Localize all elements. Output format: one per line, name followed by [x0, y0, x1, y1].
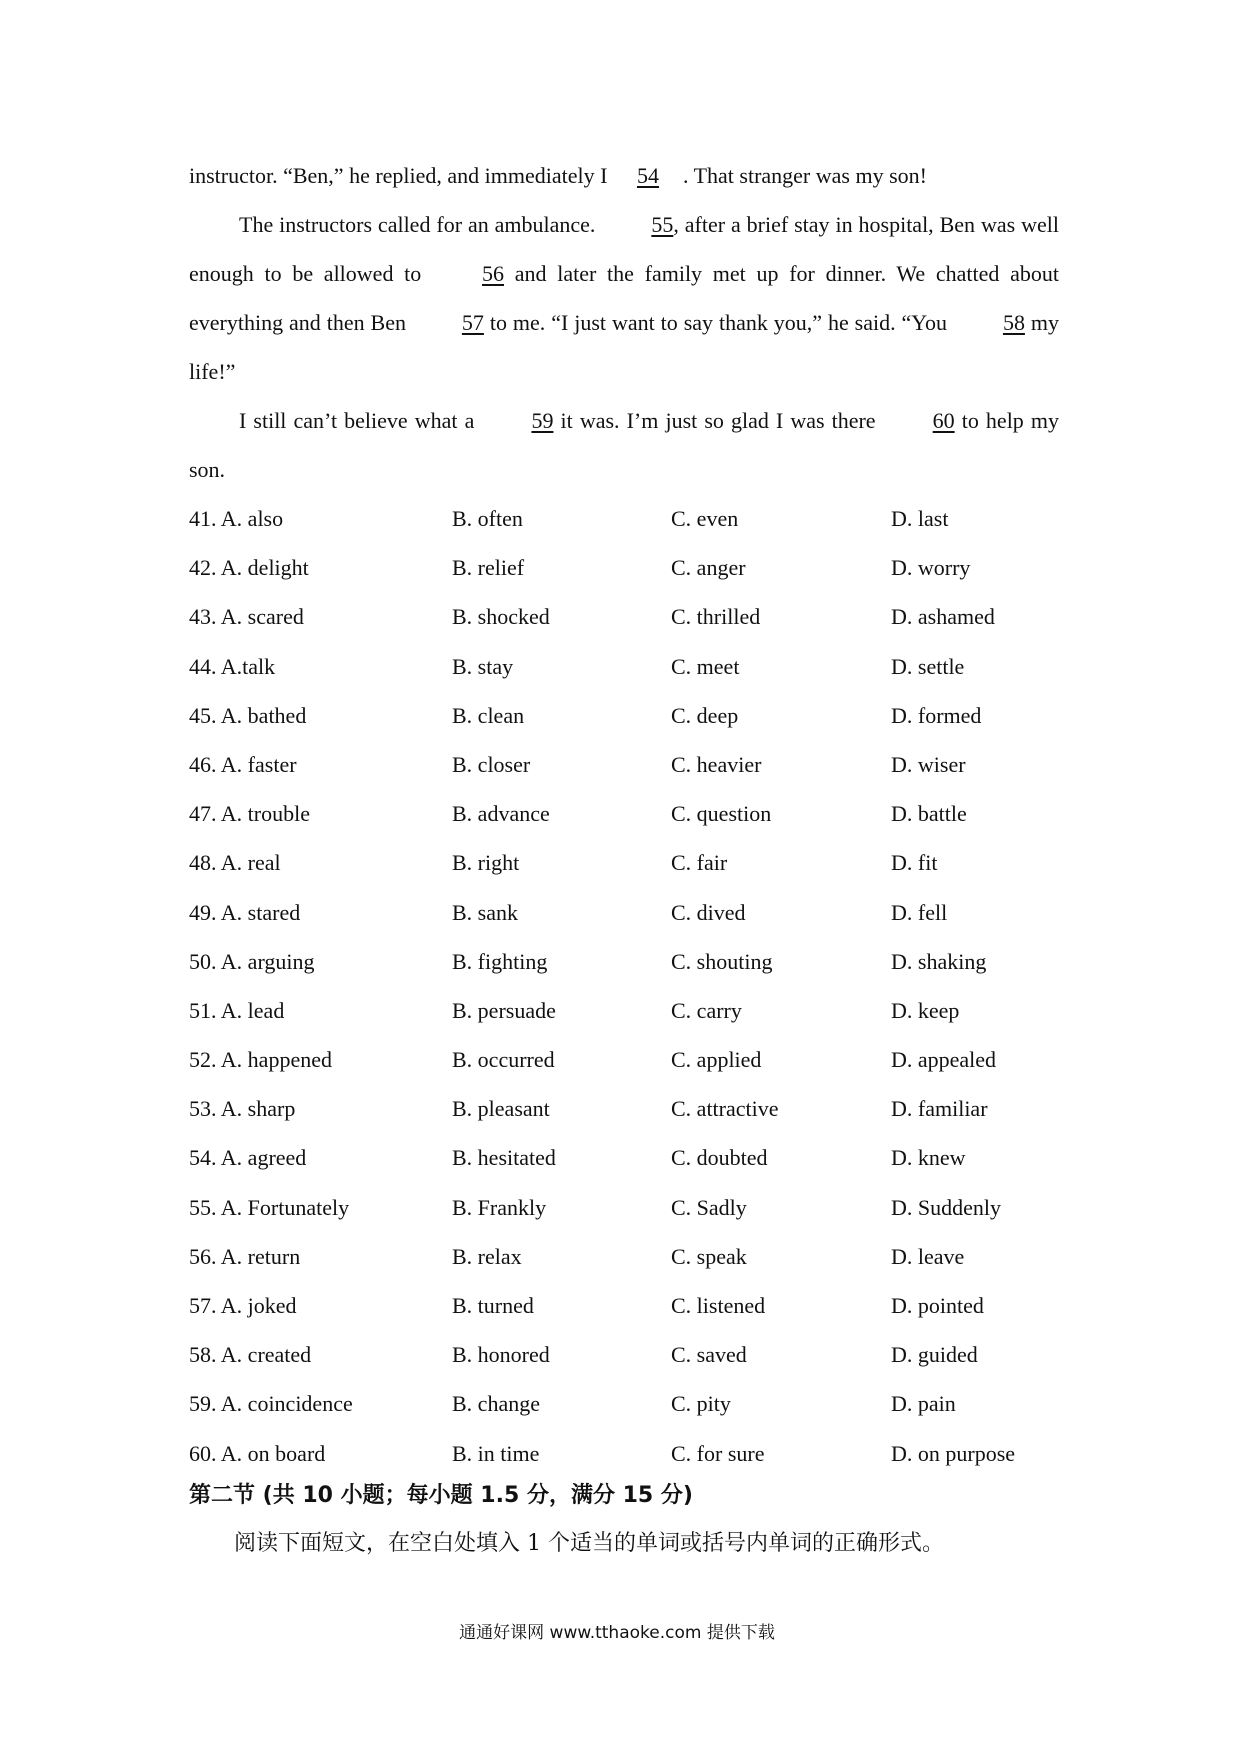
option-b: B. honored	[452, 1342, 550, 1368]
option-d: D. familiar	[891, 1096, 988, 1122]
option-row	[189, 1232, 1089, 1281]
option-row	[189, 740, 1089, 789]
option-a: 53. A. sharp	[189, 1096, 296, 1122]
option-a: 42. A. delight	[189, 555, 309, 581]
option-c: C. heavier	[671, 751, 762, 777]
option-row	[189, 494, 1089, 543]
page-footer: 通通好课网 www.tthaoke.com 提供下载	[459, 1623, 775, 1643]
option-c: C. for sure	[671, 1440, 765, 1466]
option-c: C. carry	[671, 997, 742, 1023]
passage-text: it was. I’m just so glad I was there	[553, 408, 883, 433]
option-b: B. turned	[452, 1293, 534, 1318]
blank-60: 60	[932, 408, 955, 433]
option-d: D. fell	[891, 899, 948, 925]
section-heading: 第二节 (共 10 小题；每小题 1.5 分，满分 15 分)	[189, 1483, 693, 1508]
option-c: C. anger	[671, 555, 746, 581]
option-c: C. listened	[671, 1293, 766, 1318]
blank-59: 59	[531, 408, 554, 433]
option-row	[189, 1084, 1089, 1133]
passage-text: , after a brief stay in hospital, Ben was well enough to be allowed to	[189, 212, 1059, 286]
option-row	[189, 642, 1089, 691]
passage-text: to help my son.	[189, 408, 1059, 482]
option-c: C. pity	[671, 1391, 731, 1417]
option-d: D. Suddenly	[891, 1194, 1001, 1220]
option-c: C. applied	[671, 1047, 762, 1073]
passage-text: . That stranger was my son!	[682, 163, 927, 188]
option-a: 48. A. real	[189, 850, 281, 876]
option-a: 55. A. Fortunately	[189, 1194, 350, 1220]
option-row	[189, 838, 1089, 887]
option-row	[189, 1183, 1089, 1232]
passage-text: and later the family met up for dinner. We chatted about everything and then Ben	[189, 261, 1059, 335]
option-b: B. closer	[452, 751, 531, 777]
option-b: B. advance	[452, 801, 550, 827]
passage-line-1	[189, 151, 1059, 200]
option-a: 60. A. on board	[189, 1440, 326, 1466]
blank-55: 55	[651, 212, 674, 237]
option-b: B. shocked	[452, 604, 550, 630]
option-d: D. formed	[891, 702, 982, 728]
option-row	[189, 1133, 1089, 1182]
option-c: C. Sadly	[671, 1194, 747, 1220]
option-row	[189, 1379, 1089, 1428]
blank-56: 56	[482, 261, 505, 286]
option-c: C. even	[671, 506, 739, 531]
option-d: D. shaking	[891, 948, 987, 974]
option-c: C. thrilled	[671, 604, 761, 630]
option-row	[189, 789, 1089, 838]
option-c: C. deep	[671, 702, 739, 728]
option-a: 50. A. arguing	[189, 948, 315, 974]
option-d: D. appealed	[891, 1047, 997, 1073]
passage-text: my life!”	[189, 310, 1059, 384]
option-b: B. pleasant	[452, 1096, 550, 1122]
option-a: 56. A. return	[189, 1243, 301, 1269]
option-d: D. guided	[891, 1342, 978, 1368]
option-b: B. right	[452, 850, 520, 876]
option-c: C. doubted	[671, 1145, 768, 1171]
option-d: D. battle	[891, 801, 967, 827]
option-a: 52. A. happened	[189, 1047, 332, 1073]
option-d: D. wiser	[891, 751, 966, 777]
passage-text: to me. “I just want to say thank you,” he said. “You	[483, 310, 953, 335]
option-b: B. occurred	[452, 1047, 555, 1073]
passage-paragraph-3	[189, 396, 1059, 494]
passage-paragraph-2	[189, 200, 1059, 396]
option-b: B. fighting	[452, 948, 548, 974]
option-a: 49. A. stared	[189, 899, 301, 925]
option-b: B. hesitated	[452, 1145, 556, 1171]
option-d: D. keep	[891, 997, 960, 1023]
option-d: D. knew	[891, 1145, 966, 1171]
option-row	[189, 592, 1089, 641]
option-row	[189, 691, 1089, 740]
option-d: D. pain	[891, 1391, 956, 1417]
option-c: C. speak	[671, 1243, 747, 1269]
option-d: D. last	[891, 506, 949, 531]
option-a: 45. A. bathed	[189, 702, 307, 728]
option-c: C. shouting	[671, 948, 773, 974]
option-a: 59. A. coincidence	[189, 1391, 353, 1417]
option-b: B. in time	[452, 1440, 540, 1466]
option-c: C. saved	[671, 1342, 747, 1368]
option-b: B. often	[452, 506, 523, 531]
option-a: 54. A. agreed	[189, 1145, 307, 1171]
option-row	[189, 1035, 1089, 1084]
option-b: B. persuade	[452, 997, 556, 1023]
option-a: 46. A. faster	[189, 751, 297, 777]
option-d: D. ashamed	[891, 604, 995, 630]
option-row	[189, 937, 1089, 986]
section-instruction: 阅读下面短文，在空白处填入 1 个适当的单词或括号内单词的正确形式。	[234, 1531, 944, 1556]
option-c: C. attractive	[671, 1096, 779, 1122]
option-d: D. fit	[891, 850, 938, 876]
option-c: C. question	[671, 801, 772, 827]
option-d: D. on purpose	[891, 1440, 1016, 1466]
option-b: B. relax	[452, 1243, 522, 1269]
option-row	[189, 1330, 1089, 1379]
option-c: C. dived	[671, 899, 746, 925]
option-row	[189, 1429, 1089, 1478]
option-b: B. change	[452, 1391, 540, 1417]
option-c: C. meet	[671, 653, 740, 679]
option-a: 51. A. lead	[189, 997, 285, 1023]
option-row	[189, 1281, 1089, 1330]
option-a: 43. A. scared	[189, 604, 304, 630]
option-a: 47. A. trouble	[189, 801, 310, 827]
passage-text: The instructors called for an ambulance.	[239, 212, 602, 237]
option-row	[189, 888, 1089, 937]
option-a: 58. A. created	[189, 1342, 312, 1368]
option-d: D. leave	[891, 1243, 965, 1269]
option-a: 41. A. also	[189, 506, 284, 531]
option-a: 57. A. joked	[189, 1293, 297, 1318]
option-a: 44. A.talk	[189, 653, 276, 679]
option-d: D. settle	[891, 653, 965, 679]
option-b: B. relief	[452, 555, 525, 581]
option-row	[189, 543, 1089, 592]
option-c: C. fair	[671, 850, 728, 876]
answer-options	[189, 494, 1089, 1478]
option-row	[189, 986, 1089, 1035]
option-b: B. stay	[452, 653, 514, 679]
option-b: B. clean	[452, 702, 525, 728]
blank-57: 57	[461, 310, 484, 335]
option-d: D. worry	[891, 555, 971, 581]
passage-text: I still can’t believe what a	[239, 408, 482, 433]
blank-58: 58	[1002, 310, 1025, 335]
option-d: D. pointed	[891, 1293, 984, 1318]
passage-text: instructor. “Ben,” he replied, and immediately I	[189, 163, 613, 188]
blank-54: 54	[636, 163, 659, 188]
option-b: B. Frankly	[452, 1194, 547, 1220]
option-b: B. sank	[452, 899, 518, 925]
